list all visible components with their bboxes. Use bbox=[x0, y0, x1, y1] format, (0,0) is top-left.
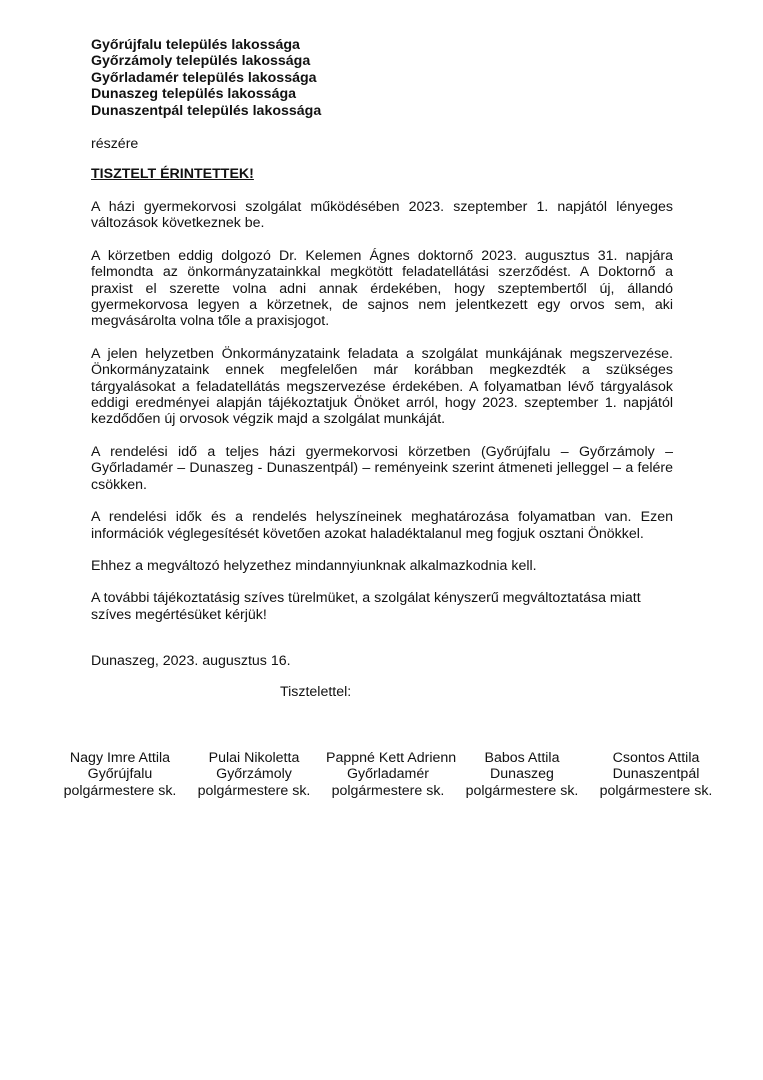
body-paragraph: A rendelési idők és a rendelés helyszíneinek meghatározása folyamatban van. Ezen információk véglegesítését követően azokat haladéktalanul meg fogjuk osztani Önökkel. bbox=[91, 509, 673, 542]
recipient-line: Győrzámoly település lakossága bbox=[91, 53, 311, 70]
signatory-title: polgármestere sk. bbox=[599, 782, 713, 799]
signatory-place: Győrzámoly bbox=[216, 766, 292, 783]
signatory-name: Pulai Nikoletta bbox=[208, 750, 300, 766]
signatory bbox=[460, 750, 584, 799]
signatory-name: Pappné Kett Adrienn bbox=[326, 750, 457, 766]
signatory bbox=[58, 750, 182, 799]
body-paragraph: A körzetben eddig dolgozó Dr. Kelemen Ágnes doktornő 2023. augusztus 31. napjára felmondta az önkormányzatainkkal megkötött feladatellátási szerződést. A Doktornő a praxist el szerette volna adni annak érdekében, hogy szeptembertől új, állandó gyermekorvosa legyen a körzetnek, de sajnos nem jelentkezett egy orvos sem, aki megvásárolta volna tőle a praxisjogot. bbox=[91, 247, 673, 330]
recipient-line: Dunaszentpál település lakossága bbox=[91, 102, 322, 119]
body-paragraph: A jelen helyzetben Önkormányzataink feladata a szolgálat munkájának megszervezése. Önkormányzataink ennek megfelelően már korábban megkezdték a szükséges tárgyalásokat a feladatellátás megszervezése érdekében. A folyamatban lévő tárgyalások eddigi eredményei alapján tájékoztatjuk Önöket arról, hogy 2023. szeptember 1. napjától kezdődően új orvosok végzik majd a szolgálat munkáját. bbox=[91, 345, 673, 428]
recipient-line: Győrújfalu település lakossága bbox=[91, 37, 300, 53]
signatory-title: polgármestere sk. bbox=[331, 782, 445, 799]
signatory-place: Dunaszentpál bbox=[612, 766, 700, 783]
recipient-line: Győrladamér település lakossága bbox=[91, 69, 317, 86]
body-paragraph: A házi gyermekorvosi szolgálat működésében 2023. szeptember 1. napjától lényeges változások következnek be. bbox=[91, 199, 673, 232]
signatory-title: polgármestere sk. bbox=[197, 782, 311, 799]
signatory bbox=[192, 750, 316, 799]
letter-body bbox=[91, 199, 673, 639]
signatory-place: Győrújfalu bbox=[87, 766, 153, 783]
signatory-name: Csontos Attila bbox=[612, 750, 700, 766]
body-paragraph: A további tájékoztatásig szíves türelmüket, a szolgálat kényszerű megváltoztatása miatt szíves megértésüket kérjük! bbox=[91, 590, 641, 623]
signatory-name: Nagy Imre Attila bbox=[69, 750, 171, 766]
signatory-name: Babos Attila bbox=[484, 750, 560, 766]
signatory bbox=[326, 750, 457, 799]
signatory-title: polgármestere sk. bbox=[465, 782, 579, 799]
body-paragraph: Ehhez a megváltozó helyzethez mindannyiunknak alkalmazkodnia kell. bbox=[91, 557, 537, 574]
signatory-title: polgármestere sk. bbox=[63, 782, 177, 799]
recipient-list bbox=[91, 37, 691, 119]
closing-phrase: Tisztelettel: bbox=[280, 684, 352, 700]
addressee-suffix: részére bbox=[91, 136, 139, 152]
signatory-place: Győrladamér bbox=[346, 766, 429, 783]
signatory bbox=[594, 750, 718, 799]
date-line: Dunaszeg, 2023. augusztus 16. bbox=[91, 653, 291, 669]
salutation: TISZTELT ÉRINTETTEK! bbox=[91, 166, 254, 182]
body-paragraph: A rendelési idő a teljes házi gyermekorvosi körzetben (Győrújfalu – Győrzámoly – Győrladamér – Dunaszeg - Dunaszentpál) – reményeink szerint átmeneti jelleggel – a felére csökken. bbox=[91, 443, 673, 493]
recipient-line: Dunaszeg település lakossága bbox=[91, 86, 297, 103]
signature-block bbox=[58, 750, 718, 799]
signatory-place: Dunaszeg bbox=[490, 766, 554, 783]
